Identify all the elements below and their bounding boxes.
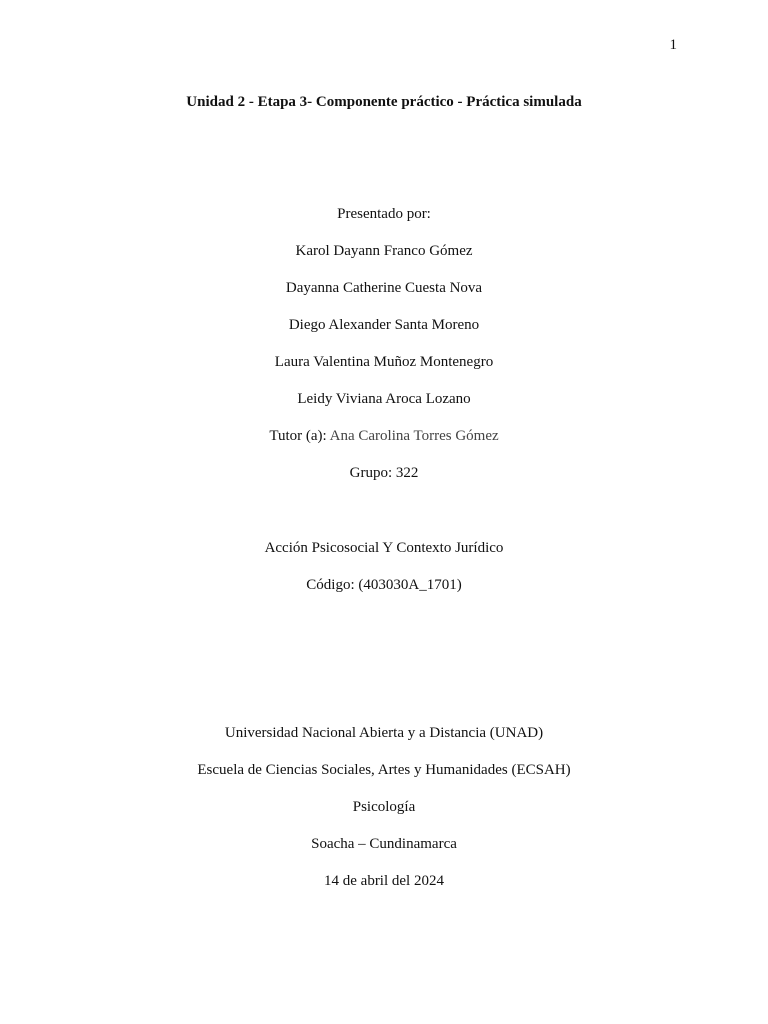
- course-code-label: Código:: [306, 577, 355, 593]
- group-label: Grupo:: [349, 465, 393, 481]
- presented-by-label: Presentado por:: [337, 206, 431, 222]
- course-code: (403030A_1701): [358, 577, 462, 593]
- course-code-line: [0, 576, 768, 594]
- course-name: Acción Psicosocial Y Contexto Jurídico: [264, 540, 504, 556]
- school-name: Escuela de Ciencias Sociales, Artes y Humanidades (ECSAH): [197, 762, 571, 778]
- author-1: Karol Dayann Franco Gómez: [295, 243, 473, 259]
- document-title: Unidad 2 - Etapa 3- Componente práctico - Práctica simulada: [186, 94, 582, 110]
- document-date: 14 de abril del 2024: [324, 873, 444, 889]
- author-5: Leidy Viviana Aroca Lozano: [297, 391, 471, 407]
- group-line: [0, 464, 768, 482]
- tutor-line: [0, 427, 768, 445]
- university-name: Universidad Nacional Abierta y a Distancia (UNAD): [224, 725, 544, 741]
- program-name: Psicología: [352, 799, 416, 815]
- page-number: 1: [669, 37, 677, 53]
- author-2: Dayanna Catherine Cuesta Nova: [285, 280, 483, 296]
- tutor-label: Tutor (a):: [269, 428, 327, 444]
- author-3: Diego Alexander Santa Moreno: [288, 317, 480, 333]
- author-4: Laura Valentina Muñoz Montenegro: [274, 354, 494, 370]
- group-value: 322: [395, 465, 419, 481]
- tutor-name: Ana Carolina Torres Gómez: [329, 428, 499, 444]
- location: Soacha – Cundinamarca: [311, 836, 457, 852]
